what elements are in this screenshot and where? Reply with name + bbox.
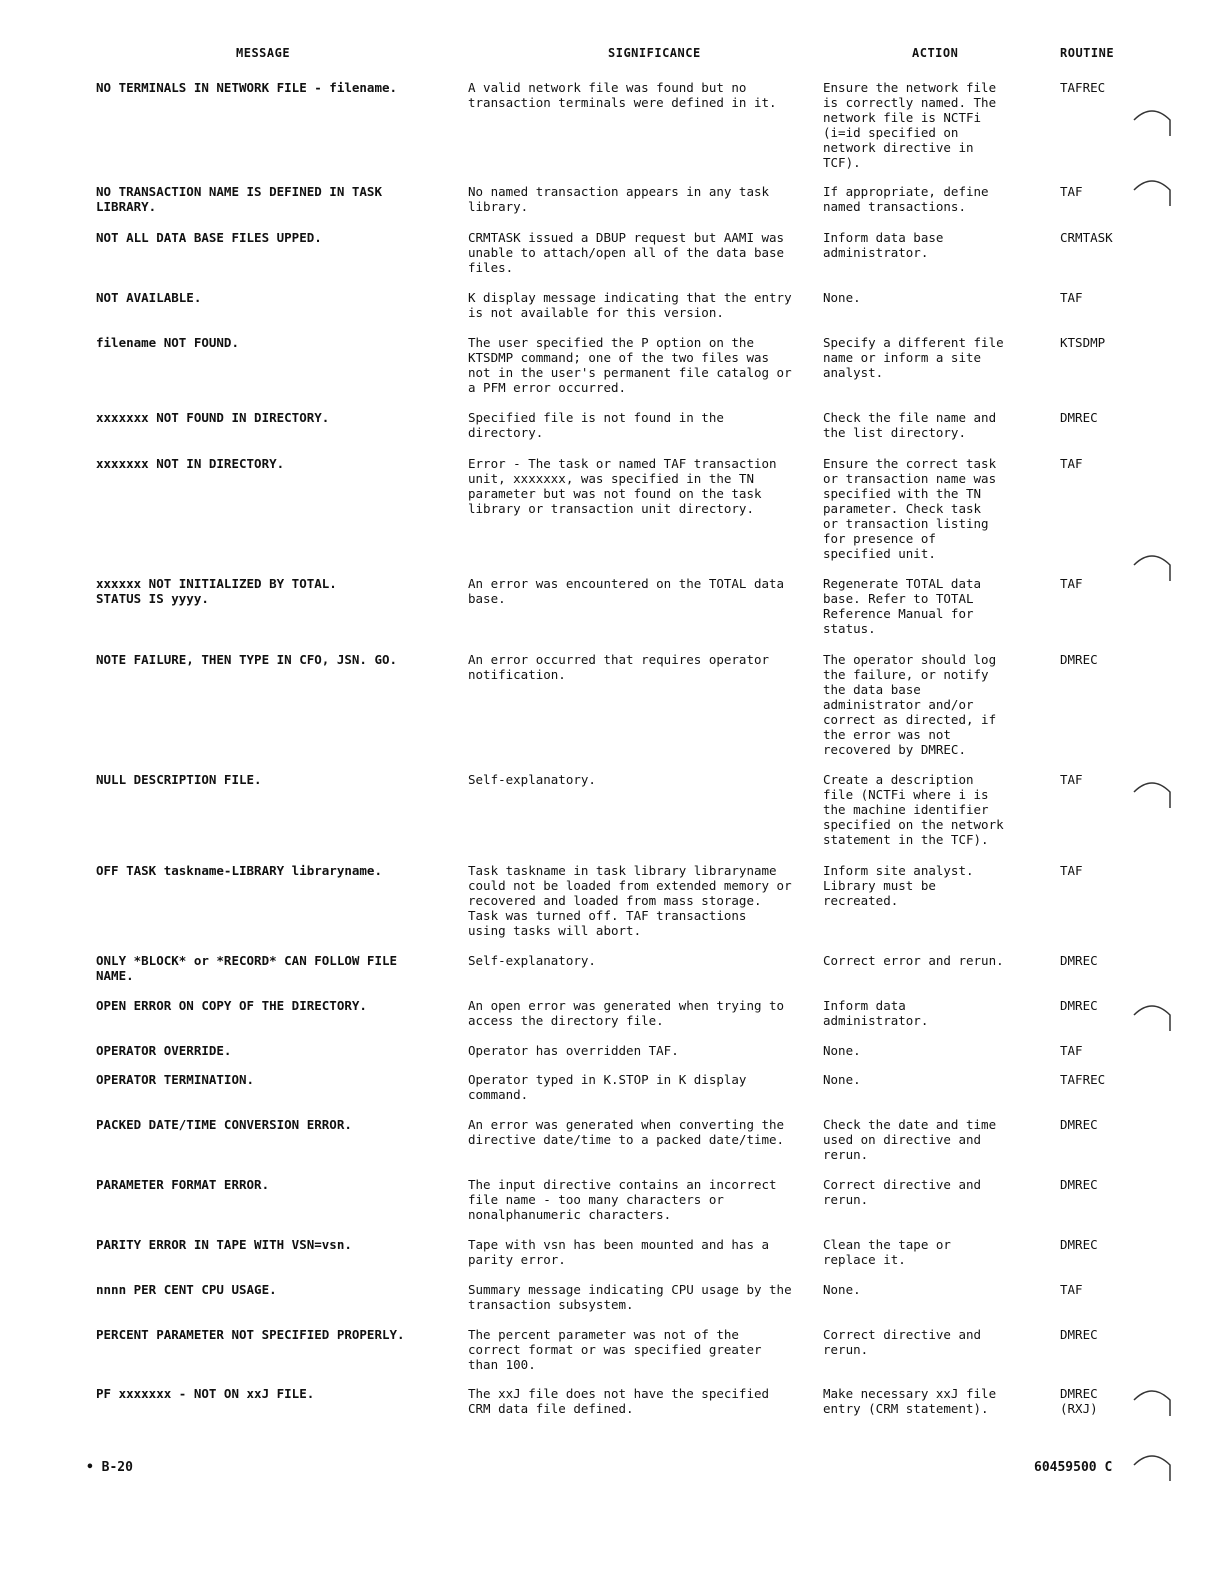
action-cell: None. bbox=[823, 1282, 861, 1297]
message-cell: OPERATOR TERMINATION. bbox=[96, 1072, 255, 1087]
routine-cell: DMREC bbox=[1060, 1117, 1098, 1132]
significance-cell: CRMTASK issued a DBUP request but AAMI was unable to attach/open all of the data base files. bbox=[468, 230, 785, 275]
routine-cell: DMREC bbox=[1060, 953, 1098, 968]
routine-cell: TAF bbox=[1060, 1282, 1083, 1297]
routine-cell: TAF bbox=[1060, 1043, 1083, 1058]
message-cell: PACKED DATE/TIME CONVERSION ERROR. bbox=[96, 1117, 352, 1132]
action-cell: Ensure the network file is correctly named. The network file is NCTFi (i=id specified on network directive in TCF). bbox=[823, 80, 997, 170]
significance-cell: Error - The task or named TAF transaction unit, xxxxxxx, was specified in the TN parameter but was not found on the task library or transaction unit directory. bbox=[468, 456, 777, 516]
binder-hole-mark bbox=[1128, 545, 1176, 585]
action-cell: Check the file name and the list directory. bbox=[823, 410, 997, 440]
message-cell: NO TRANSACTION NAME IS DEFINED IN TASK LIBRARY. bbox=[96, 184, 382, 214]
document-number: 60459500 C bbox=[1034, 1460, 1113, 1475]
routine-cell: DMREC bbox=[1060, 1237, 1098, 1252]
significance-cell: Summary message indicating CPU usage by the transaction subsystem. bbox=[468, 1282, 792, 1312]
action-cell: Inform data administrator. bbox=[823, 998, 929, 1028]
message-cell: NOTE FAILURE, THEN TYPE IN CFO, JSN. GO. bbox=[96, 652, 398, 667]
message-cell: PF xxxxxxx - NOT ON xxJ FILE. bbox=[96, 1386, 315, 1401]
action-cell: None. bbox=[823, 1072, 861, 1087]
significance-cell: An open error was generated when trying to access the directory file. bbox=[468, 998, 785, 1028]
significance-cell: The percent parameter was not of the correct format or was specified greater than 100. bbox=[468, 1327, 762, 1372]
action-cell: Inform data base administrator. bbox=[823, 230, 944, 260]
routine-cell: DMREC bbox=[1060, 998, 1098, 1013]
action-cell: Inform site analyst. Library must be recreated. bbox=[823, 863, 974, 908]
header-significance: SIGNIFICANCE bbox=[608, 46, 701, 60]
binder-hole-mark bbox=[1128, 772, 1176, 812]
action-cell: Make necessary xxJ file entry (CRM statement). bbox=[823, 1386, 997, 1416]
significance-cell: An error was encountered on the TOTAL data base. bbox=[468, 576, 785, 606]
significance-cell: Self-explanatory. bbox=[468, 772, 596, 787]
significance-cell: An error was generated when converting the directive date/time to a packed date/time. bbox=[468, 1117, 785, 1147]
binder-hole-mark bbox=[1128, 1445, 1176, 1485]
message-cell: PARITY ERROR IN TAPE WITH VSN=vsn. bbox=[96, 1237, 352, 1252]
routine-cell: TAF bbox=[1060, 863, 1083, 878]
routine-cell: KTSDMP bbox=[1060, 335, 1106, 350]
message-cell: NOT AVAILABLE. bbox=[96, 290, 202, 305]
action-cell: None. bbox=[823, 1043, 861, 1058]
action-cell: Correct directive and rerun. bbox=[823, 1177, 982, 1207]
header-action: ACTION bbox=[912, 46, 959, 60]
action-cell: Ensure the correct task or transaction name was specified with the TN parameter. Check task or transaction listing for presence of specified unit. bbox=[823, 456, 997, 561]
routine-cell: CRMTASK bbox=[1060, 230, 1113, 245]
message-cell: OPEN ERROR ON COPY OF THE DIRECTORY. bbox=[96, 998, 367, 1013]
action-cell: None. bbox=[823, 290, 861, 305]
binder-hole-mark bbox=[1128, 995, 1176, 1035]
binder-hole-mark bbox=[1128, 1380, 1176, 1420]
routine-cell: TAFREC bbox=[1060, 80, 1106, 95]
routine-cell: DMREC (RXJ) bbox=[1060, 1386, 1098, 1416]
message-cell: filename NOT FOUND. bbox=[96, 335, 239, 350]
message-cell: PARAMETER FORMAT ERROR. bbox=[96, 1177, 270, 1192]
significance-cell: Self-explanatory. bbox=[468, 953, 596, 968]
routine-cell: DMREC bbox=[1060, 1177, 1098, 1192]
message-cell: PERCENT PARAMETER NOT SPECIFIED PROPERLY. bbox=[96, 1327, 405, 1342]
message-cell: xxxxxxx NOT IN DIRECTORY. bbox=[96, 456, 285, 471]
routine-cell: TAF bbox=[1060, 772, 1083, 787]
significance-cell: K display message indicating that the entry is not available for this version. bbox=[468, 290, 792, 320]
significance-cell: The xxJ file does not have the specified CRM data file defined. bbox=[468, 1386, 770, 1416]
message-cell: xxxxxxx NOT FOUND IN DIRECTORY. bbox=[96, 410, 330, 425]
routine-cell: DMREC bbox=[1060, 652, 1098, 667]
message-cell: OPERATOR OVERRIDE. bbox=[96, 1043, 232, 1058]
action-cell: Correct directive and rerun. bbox=[823, 1327, 982, 1357]
message-cell: NO TERMINALS IN NETWORK FILE - filename. bbox=[96, 80, 398, 95]
routine-cell: TAF bbox=[1060, 184, 1083, 199]
significance-cell: The input directive contains an incorrect file name - too many characters or nonalphanumeric characters. bbox=[468, 1177, 777, 1222]
header-routine: ROUTINE bbox=[1060, 46, 1115, 60]
message-cell: NOT ALL DATA BASE FILES UPPED. bbox=[96, 230, 322, 245]
message-cell: ONLY *BLOCK* or *RECORD* CAN FOLLOW FILE NAME. bbox=[96, 953, 398, 983]
significance-cell: The user specified the P option on the KTSDMP command; one of the two files was not in the user's permanent file catalog or a PFM error occurred. bbox=[468, 335, 792, 395]
header-message: MESSAGE bbox=[236, 46, 291, 60]
action-cell: Check the date and time used on directive and rerun. bbox=[823, 1117, 997, 1162]
routine-cell: TAF bbox=[1060, 576, 1083, 591]
message-cell: xxxxxx NOT INITIALIZED BY TOTAL. STATUS IS yyyy. bbox=[96, 576, 337, 606]
message-cell: OFF TASK taskname-LIBRARY libraryname. bbox=[96, 863, 382, 878]
significance-cell: A valid network file was found but no transaction terminals were defined in it. bbox=[468, 80, 777, 110]
action-cell: Specify a different file name or inform a site analyst. bbox=[823, 335, 1004, 380]
significance-cell: No named transaction appears in any task library. bbox=[468, 184, 770, 214]
action-cell: Clean the tape or replace it. bbox=[823, 1237, 951, 1267]
significance-cell: Tape with vsn has been mounted and has a parity error. bbox=[468, 1237, 770, 1267]
binder-hole-mark bbox=[1128, 170, 1176, 210]
routine-cell: TAFREC bbox=[1060, 1072, 1106, 1087]
routine-cell: DMREC bbox=[1060, 1327, 1098, 1342]
significance-cell: An error occurred that requires operator notification. bbox=[468, 652, 770, 682]
message-cell: NULL DESCRIPTION FILE. bbox=[96, 772, 262, 787]
page-number: • B-20 bbox=[86, 1460, 133, 1475]
routine-cell: TAF bbox=[1060, 290, 1083, 305]
significance-cell: Operator has overridden TAF. bbox=[468, 1043, 679, 1058]
action-cell: Regenerate TOTAL data base. Refer to TOTAL Reference Manual for status. bbox=[823, 576, 982, 636]
action-cell: Correct error and rerun. bbox=[823, 953, 1004, 968]
action-cell: Create a description file (NCTFi where i is the machine identifier specified on the network statement in the TCF). bbox=[823, 772, 1004, 847]
routine-cell: TAF bbox=[1060, 456, 1083, 471]
action-cell: The operator should log the failure, or notify the data base administrator and/or correct as directed, if the error was not recovered by DMREC. bbox=[823, 652, 997, 757]
binder-hole-mark bbox=[1128, 100, 1176, 140]
message-cell: nnnn PER CENT CPU USAGE. bbox=[96, 1282, 277, 1297]
significance-cell: Task taskname in task library libraryname could not be loaded from extended memory or recovered and loaded from mass storage. Task was turned off. TAF transactions using tasks will abort. bbox=[468, 863, 792, 938]
action-cell: If appropriate, define named transactions. bbox=[823, 184, 989, 214]
significance-cell: Specified file is not found in the directory. bbox=[468, 410, 724, 440]
significance-cell: Operator typed in K.STOP in K display command. bbox=[468, 1072, 747, 1102]
routine-cell: DMREC bbox=[1060, 410, 1098, 425]
